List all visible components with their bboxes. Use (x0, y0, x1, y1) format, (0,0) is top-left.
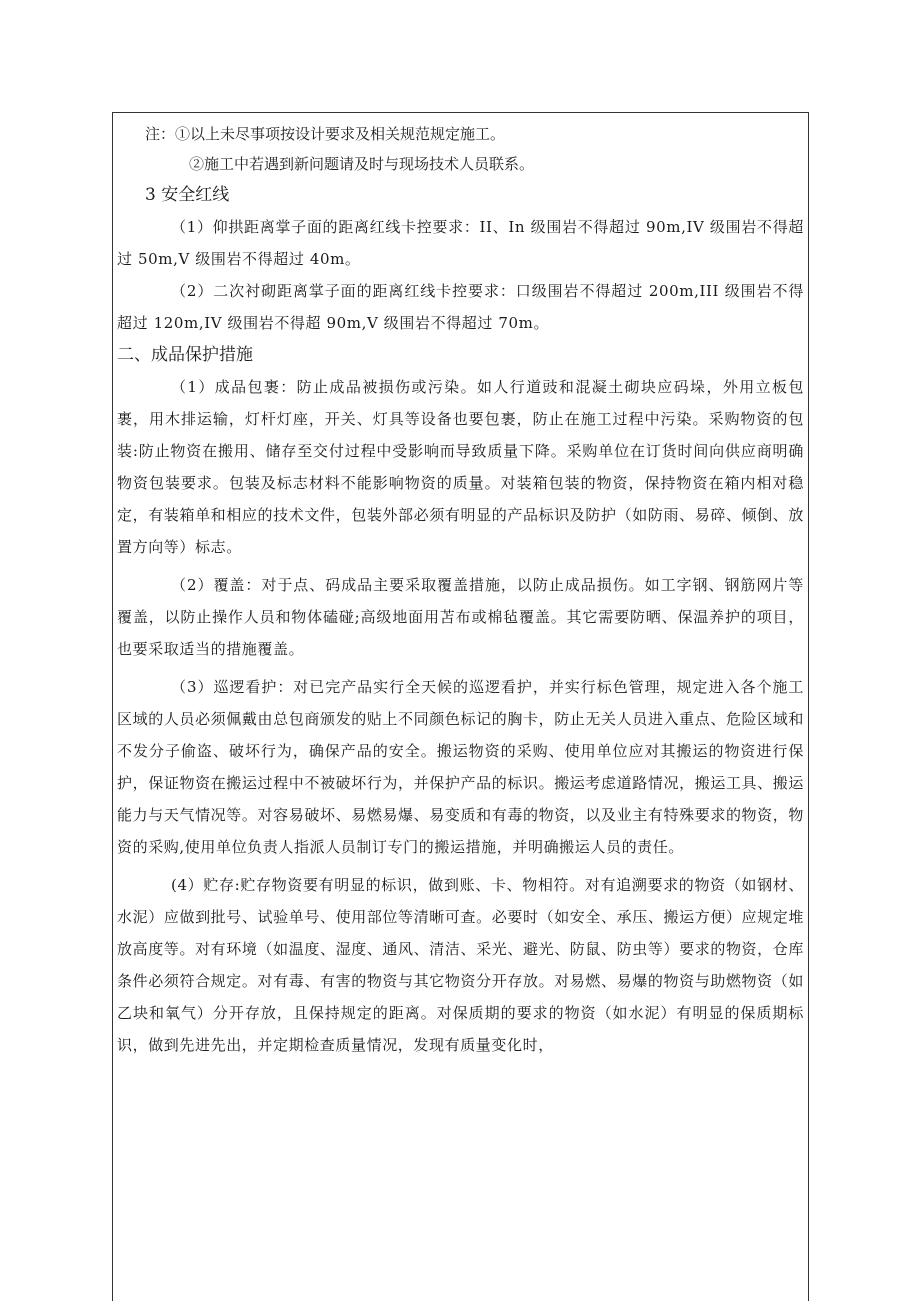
protection-heading: 二、成品保护措施 (117, 345, 253, 365)
protection-para-covering: （2）覆盖：对于点、码成品主要采取覆盖措施，以防止成品损伤。如工字钢、钢筋网片等覆盖，以防止操作人员和物体磕碰;高级地面用苫布或棉毡覆盖。其它需要防晒、保温养护的项目，也要采取适当的措施覆盖。 (117, 576, 804, 658)
safety-redline-item-2: （2）二次衬砌距离掌子面的距离红线卡控要求：口级围岩不得超过 200m,III 级围岩不得超过 120m,IV 级围岩不得超 90m,V 级围岩不得超过 70m。 (117, 282, 804, 332)
protection-para-wrapping: （1）成品包裹：防止成品被损伤或污染。如人行道豉和混凝土砌块应码垛，外用立板包裹，用木排运输，灯杆灯座，开关、灯具等设备也要包裹，防止在施工过程中污染。采购物资的包装:防止物资在搬用、储存至交付过程中受影响而导致质量下降。采购单位在订货时间向供应商明确物资包装要求。包装及标志材料不能影响物资的质量。对装箱包装的物资，保持物资在箱内相对稳定，有装箱单和相应的技术文件，包装外部必须有明显的产品标识及防护（如防雨、易碎、倾倒、放置方向等）标志。 (117, 378, 804, 556)
document-frame (112, 112, 809, 1301)
document-content (117, 119, 804, 1061)
safety-redline-heading: 3 安全红线 (145, 185, 230, 205)
note-line-2: ②施工中若遇到新问题请及时与现场技术人员联系。 (189, 155, 535, 173)
protection-para-storage: (4）贮存:贮存物资要有明显的标识，做到账、卡、物相符。对有追溯要求的物资（如钢材、水泥）应做到批号、试验单号、使用部位等清晰可查。必要时（如安全、承压、搬运方便）应规定堆放高度等。对有环境（如温度、湿度、通风、清洁、采光、避光、防鼠、防虫等）要求的物资，仓库条件必须符合规定。对有毒、有害的物资与其它物资分开存放。对易燃、易爆的物资与助燃物资（如乙块和氧气）分开存放，且保持规定的距离。对保质期的要求的物资（如水泥）有明显的保质期标识，做到先进先出，并定期检查质量情况，发现有质量变化时， (117, 876, 804, 1054)
safety-redline-item-1: （1）仰拱距离掌子面的距离红线卡控要求：II、In 级围岩不得超过 90m,IV 级围岩不得超过 50m,V 级围岩不得超过 40m。 (117, 218, 804, 268)
protection-para-patrol: （3）巡逻看护：对已完产品实行全天候的巡逻看护，并实行标色管理，规定进入各个施工区域的人员必须佩戴由总包商颁发的贴上不同颜色标记的胸卡，防止无关人员进入重点、危险区域和不发分子偷盗、破坏行为，确保产品的安全。搬运物资的采购、使用单位应对其搬运的物资进行保护，保证物资在搬运过程中不被破坏行为，并保护产品的标识。搬运考虑道路情况，搬运工具、搬运能力与天气情况等。对容易破坏、易燃易爆、易变质和有毒的物资，以及业主有特殊要求的物资，物资的采购,使用单位负责人指派人员制订专门的搬运措施，并明确搬运人员的责任。 (117, 678, 804, 856)
note-line-1: 注：①以上未尽事项按设计要求及相关规范规定施工。 (145, 125, 506, 143)
